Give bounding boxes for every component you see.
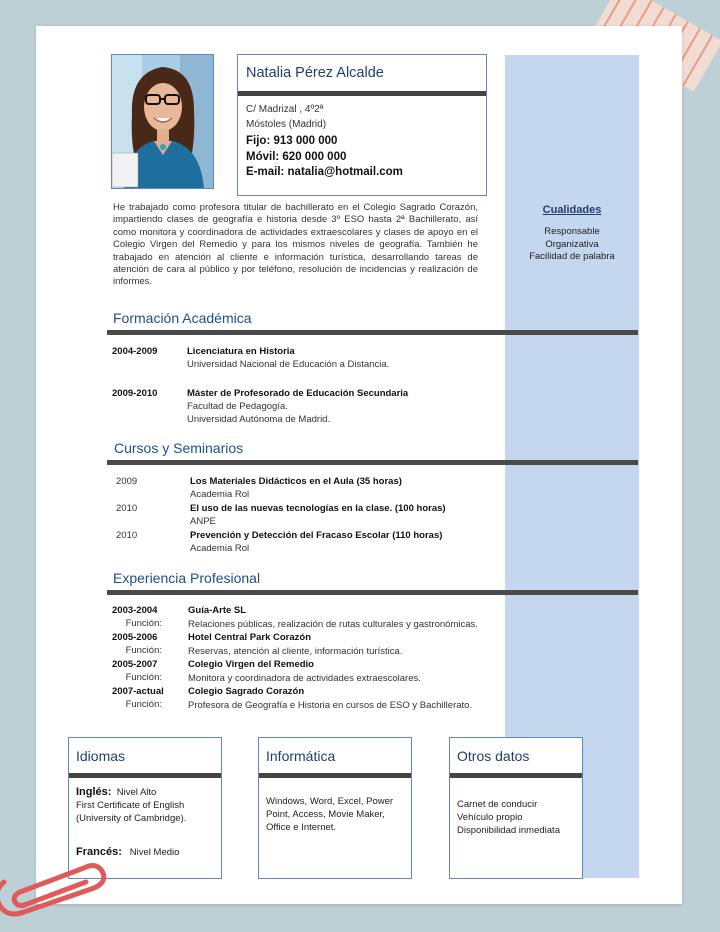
address-street: C/ Madrizal , 4º2ª xyxy=(246,104,324,115)
experience-company: Hotel Central Park Corazón xyxy=(188,632,311,643)
computing-divider xyxy=(259,773,411,778)
education-degree: Máster de Profesorado de Educación Secundaria xyxy=(187,388,409,399)
name-divider xyxy=(238,91,486,96)
course-provider: ANPE xyxy=(190,516,216,527)
french-entry xyxy=(76,846,179,860)
person-portrait-icon xyxy=(112,55,213,188)
experience-years: 2007-actual xyxy=(112,686,164,697)
qualities-title: Cualidades xyxy=(542,204,602,216)
function-label: Función: xyxy=(125,699,162,710)
other-data-box xyxy=(449,737,583,879)
experience-divider xyxy=(107,590,638,595)
education-institution: Universidad Autónoma de Madrid. xyxy=(187,414,331,425)
function-label: Función: xyxy=(125,672,162,683)
french-label: Francés: xyxy=(76,846,122,858)
other-data-list xyxy=(457,799,560,837)
education-divider xyxy=(107,330,638,335)
course-entry xyxy=(190,529,442,555)
courses-divider xyxy=(107,460,638,465)
address xyxy=(246,102,326,132)
languages-title: Idiomas xyxy=(76,748,126,764)
computing-title: Informática xyxy=(266,748,336,764)
experience-years: 2005-2006 xyxy=(112,632,158,643)
course-entry xyxy=(190,475,402,501)
function-label: Función: xyxy=(125,618,162,629)
course-year: 2010 xyxy=(116,503,138,514)
profile-summary: He trabajado como profesora titular de bachillerato en el Colegio Sagrado Corazón, impartiendo clases de geografía e historia desde 3º ESO hasta 2ª Bachillerato, así como monitora y coordinadora de actividades extraescolares y clases de apoyo en el Colegio Virgen del Remedio y para los mismos niveles de geografía. También he trabajado en atención al cliente e información turística, desarrollando tareas de atención de cara al público y por teléfono, resolución de incidencias y realización de informes. xyxy=(113,202,478,288)
course-year: 2009 xyxy=(116,476,138,487)
candidate-name: Natalia Pérez Alcalde xyxy=(246,65,384,81)
contact-box xyxy=(237,54,487,196)
quality-item: Responsable xyxy=(544,226,600,237)
quality-item: Organizativa xyxy=(545,238,599,250)
education-degree: Licenciatura en Historia xyxy=(187,346,295,357)
course-title: El uso de las nuevas tecnologías en la clase. (100 horas) xyxy=(190,503,446,514)
education-institution: Facultad de Pedagogía. xyxy=(187,401,288,412)
function-label: Función: xyxy=(125,645,162,656)
qualities-section xyxy=(505,204,639,264)
experience-function: Relaciones públicas, realización de rutas culturales y gastronómicas. xyxy=(188,619,478,630)
computing-skills xyxy=(266,796,393,834)
course-title: Prevención y Detección del Fracaso Escolar (110 horas) xyxy=(190,530,443,541)
computing-line: Point, Access, Movie Maker, xyxy=(266,808,385,820)
experience-years: 2005-2007 xyxy=(112,659,158,670)
other-data-title: Otros datos xyxy=(457,748,530,764)
english-entry xyxy=(76,786,186,825)
experience-years: 2003-2004 xyxy=(112,605,158,616)
other-data-item: Vehículo propio xyxy=(457,811,523,823)
experience-function: Monitora y coordinadora de actividades extraescolares. xyxy=(188,673,421,684)
computing-line: Office e Internet. xyxy=(266,821,337,833)
course-title: Los Materiales Didácticos en el Aula (35 horas) xyxy=(190,476,402,487)
other-data-item: Carnet de conducir xyxy=(457,799,538,810)
computing-line: Windows, Word, Excel, Power xyxy=(266,796,394,807)
paperclip-icon xyxy=(0,862,120,932)
course-entry xyxy=(190,502,446,528)
education-entry xyxy=(187,387,408,426)
english-certificate-issuer: (University of Cambridge). xyxy=(76,812,187,824)
experience-company: Colegio Virgen del Remedio xyxy=(188,659,314,670)
education-institution: Universidad Nacional de Educación a Distancia. xyxy=(187,359,390,370)
experience-function: Reservas, atención al cliente, información turística. xyxy=(188,646,403,657)
address-city: Móstoles (Madrid) xyxy=(246,119,327,130)
course-provider: Academia Rol xyxy=(190,543,250,554)
email: E-mail: natalia@hotmail.com xyxy=(246,166,403,178)
english-level: Nivel Alto xyxy=(116,787,157,798)
education-title: Formación Académica xyxy=(113,310,252,326)
experience-function: Profesora de Geografía e Historia en cursos de ESO y Bachillerato. xyxy=(188,700,473,711)
french-level: Nivel Medio xyxy=(129,847,180,858)
experience-title: Experiencia Profesional xyxy=(113,570,261,586)
education-years: 2004-2009 xyxy=(112,346,158,357)
languages-divider xyxy=(69,773,221,778)
english-label: Inglés: xyxy=(76,786,112,798)
courses-title: Cursos y Seminarios xyxy=(114,440,244,456)
experience-company: Guía-Arte SL xyxy=(188,605,247,616)
course-provider: Academia Rol xyxy=(190,489,250,500)
profile-photo xyxy=(111,54,214,189)
education-years: 2009-2010 xyxy=(112,388,158,399)
other-data-item: Disponibilidad inmediata xyxy=(457,824,560,836)
other-data-divider xyxy=(450,773,582,778)
languages-box xyxy=(68,737,222,879)
course-year: 2010 xyxy=(116,530,138,541)
computing-box xyxy=(258,737,412,879)
phone-fixed: Fijo: 913 000 000 xyxy=(246,135,338,147)
phone-mobile: Móvil: 620 000 000 xyxy=(246,150,347,163)
quality-item: Facilidad de palabra xyxy=(529,251,615,262)
education-entry xyxy=(187,345,389,371)
contact-details xyxy=(246,134,403,181)
english-certificate: First Certificate of English xyxy=(76,799,185,811)
experience-company: Colegio Sagrado Corazón xyxy=(188,686,305,697)
